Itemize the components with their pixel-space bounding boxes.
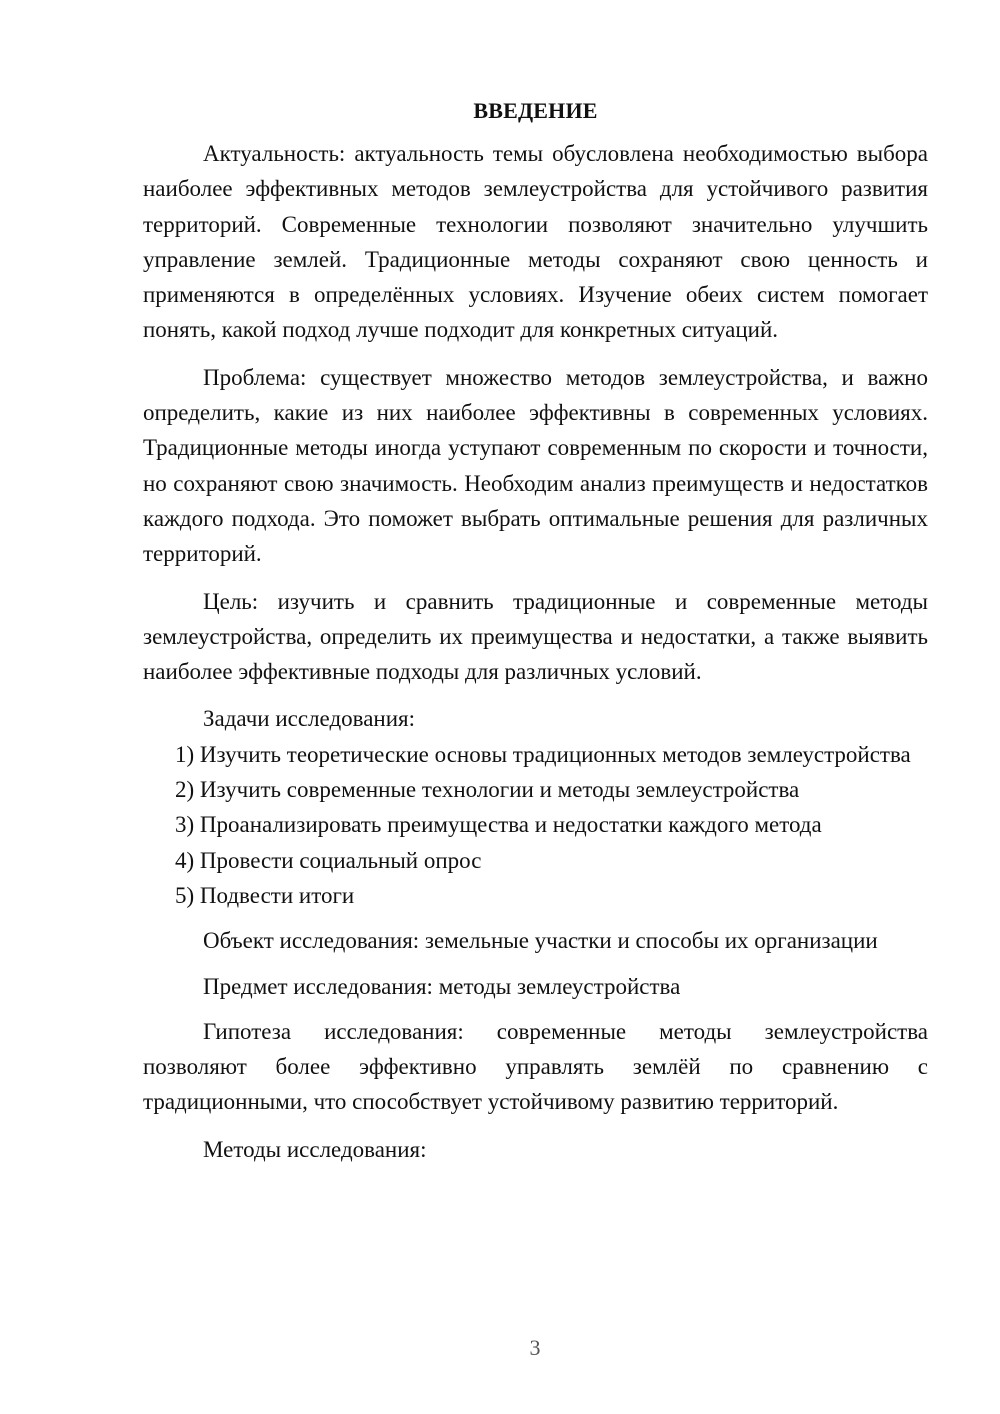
page-heading: ВВЕДЕНИЕ — [473, 98, 598, 123]
paragraph-problem: Проблема: существует множество методов землеустройства, и важно определить, какие из них наиболее эффективны в современных условиях. Традиционные методы иногда уступают современным по скорости и точности, но сохраняют свою значимость. Необходим анализ преимуществ и недостатков каждого подхода. Это поможет выбрать оптимальные решения для различных территорий. — [143, 364, 928, 567]
task-item: 5) Подвести итоги — [175, 882, 355, 908]
paragraph-goal: Цель: изучить и сравнить традиционные и современные методы землеустройства, определить их преимущества и недостатки, а также выявить наиболее эффективные подходы для различных условий. — [143, 588, 928, 685]
task-item: 2) Изучить современные технологии и методы землеустройства — [175, 777, 800, 803]
paragraph-hypothesis: Гипотеза исследования: современные методы землеустройства позволяют более эффективно управлять землёй по сравнению с традиционными, что способствует устойчивому развитию территорий. — [143, 1018, 928, 1115]
paragraph-subject: Предмет исследования: методы землеустройства — [203, 973, 681, 999]
task-item: 1) Изучить теоретические основы традиционных методов землеустройства — [175, 741, 911, 767]
task-item: 3) Проанализировать преимущества и недостатки каждого метода — [175, 812, 822, 838]
page-content — [143, 94, 928, 1167]
tasks-title: Задачи исследования: — [203, 706, 416, 732]
paragraph-object: Объект исследования: земельные участки и способы их организации — [203, 928, 878, 954]
task-item: 4) Провести социальный опрос — [175, 847, 482, 873]
paragraph-relevance: Актуальность: актуальность темы обусловлена необходимостью выбора наиболее эффективных методов землеустройства для устойчивого развития территорий. Современные технологии позволяют значительно улучшить управление землей. Традиционные методы сохраняют свою ценность и применяются в определённых условиях. Изучение обеих систем помогает понять, какой подход лучше подходит для конкретных ситуаций. — [143, 141, 928, 343]
page-number: 3 — [529, 1335, 541, 1360]
methods-title: Методы исследования: — [203, 1136, 427, 1162]
